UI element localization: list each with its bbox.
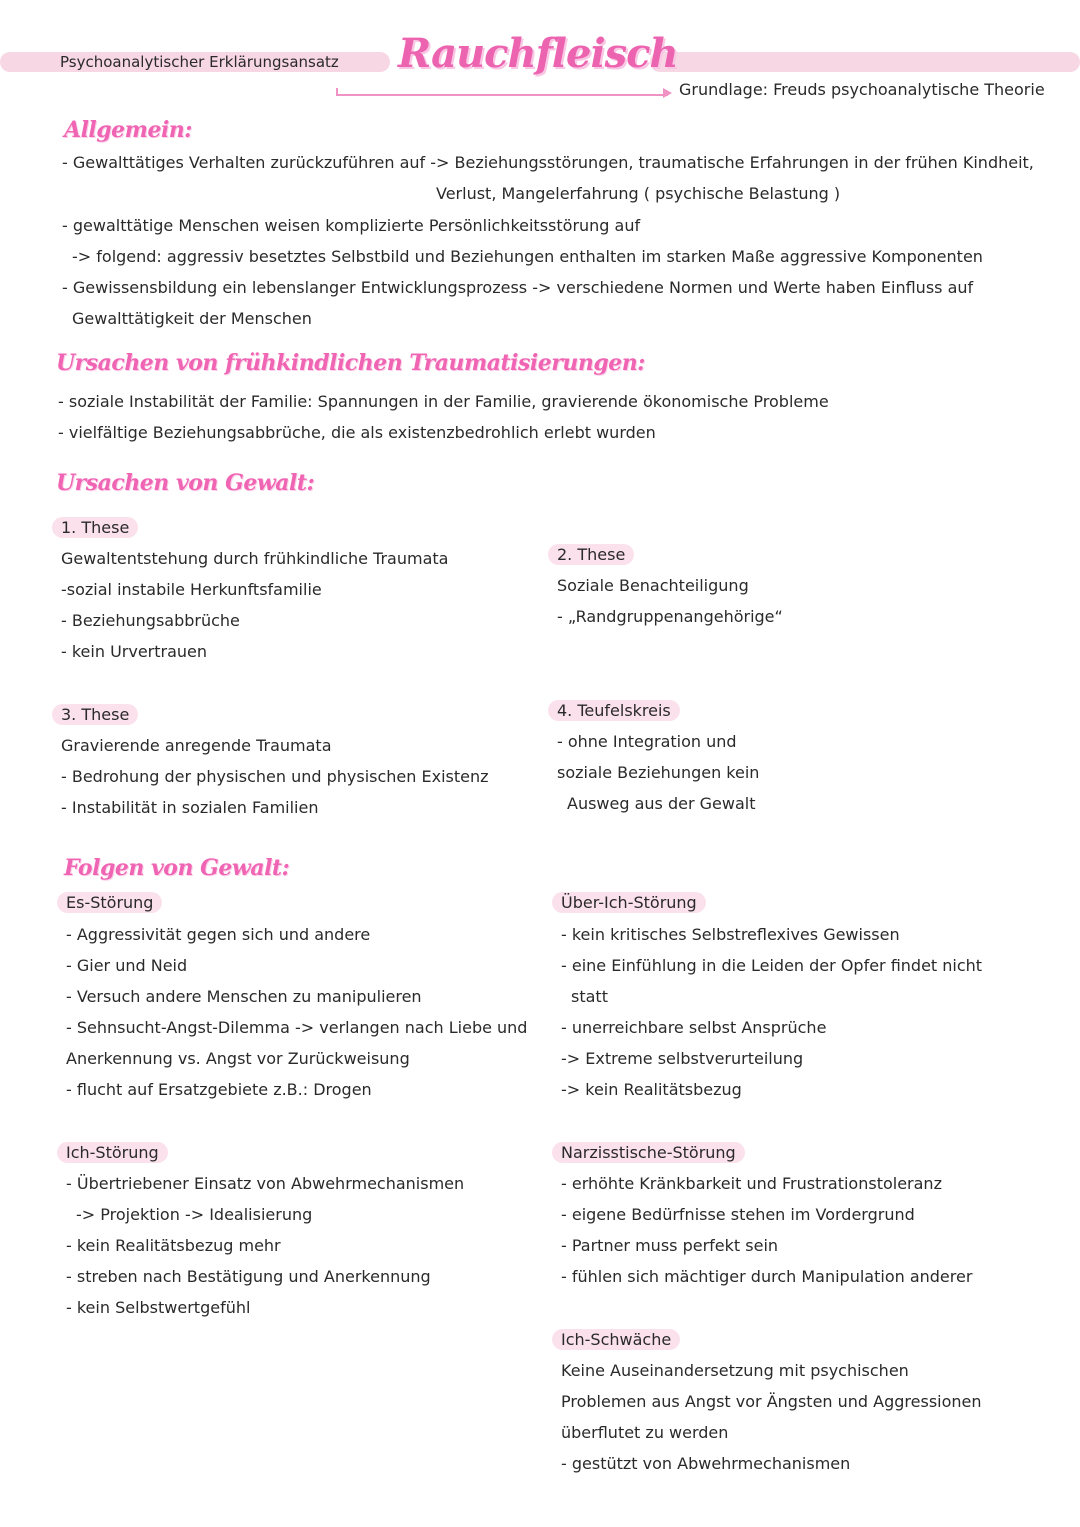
arrow-head-icon [663,88,672,98]
basis-arrow [336,88,668,96]
ueber-ich-stoerung-line: - kein kritisches Selbstreflexives Gewissen [561,925,900,944]
allgemein-line: -> folgend: aggressiv besetztes Selbstbild und Beziehungen enthalten im starken Maße aggressive Komponenten [72,247,983,266]
section-heading-ursachen-trauma: Ursachen von frühkindlichen Traumatisierungen: [56,350,645,376]
narzisstische-stoerung-line: - erhöhte Kränkbarkeit und Frustrationstoleranz [561,1174,942,1193]
ursachen-trauma-line: - soziale Instabilität der Familie: Spannungen in der Familie, gravierende ökonomische Probleme [58,392,829,411]
these-2-line: - „Randgruppenangehörige“ [557,607,783,626]
header-band-right [650,52,1080,72]
these-1-line: -sozial instabile Herkunftsfamilie [61,580,322,599]
these-3-line: - Bedrohung der physischen und physischen Existenz [61,767,489,786]
section-heading-allgemein: Allgemein: [64,117,192,143]
ueber-ich-stoerung-line: statt [571,987,608,1006]
these-3-label: 3. These [52,704,138,725]
ich-stoerung-line: - Übertriebener Einsatz von Abwehrmechanismen [66,1174,465,1193]
ich-stoerung-line: -> Projektion -> Idealisierung [76,1205,313,1224]
these-1-line: Gewaltentstehung durch frühkindliche Traumata [61,549,449,568]
ueber-ich-stoerung-label: Über-Ich-Störung [552,892,706,913]
ich-schwaeche-line: Problemen aus Angst vor Ängsten und Aggressionen [561,1392,982,1411]
es-stoerung-label: Es-Störung [57,892,162,913]
es-stoerung-line: - flucht auf Ersatzgebiete z.B.: Drogen [66,1080,372,1099]
narzisstische-stoerung-line: - eigene Bedürfnisse stehen im Vordergrund [561,1205,915,1224]
ueber-ich-stoerung-line: - eine Einfühlung in die Leiden der Opfer findet nicht [561,956,983,975]
ueber-ich-stoerung-line: - unerreichbare selbst Ansprüche [561,1018,827,1037]
ich-stoerung-line: - kein Realitätsbezug mehr [66,1236,281,1255]
header-basis: Grundlage: Freuds psychoanalytische Theorie [679,80,1045,99]
these-4-line: soziale Beziehungen kein [557,763,760,782]
es-stoerung-line: - Gier und Neid [66,956,188,975]
es-stoerung-line: - Sehnsucht-Angst-Dilemma -> verlangen nach Liebe und [66,1018,528,1037]
section-heading-ursachen-gewalt: Ursachen von Gewalt: [56,470,315,496]
es-stoerung-line: Anerkennung vs. Angst vor Zurückweisung [66,1049,410,1068]
allgemein-line: - gewalttätige Menschen weisen komplizierte Persönlichkeitsstörung auf [62,216,641,235]
narzisstische-stoerung-line: - fühlen sich mächtiger durch Manipulation anderer [561,1267,973,1286]
these-1-line: - Beziehungsabbrüche [61,611,240,630]
these-4-line: Ausweg aus der Gewalt [567,794,756,813]
narzisstische-stoerung-label: Narzisstische-Störung [552,1142,745,1163]
ursachen-trauma-line: - vielfältige Beziehungsabbrüche, die als existenzbedrohlich erlebt wurden [58,423,656,442]
ich-stoerung-label: Ich-Störung [57,1142,168,1163]
allgemein-line: Verlust, Mangelerfahrung ( psychische Belastung ) [436,184,841,203]
es-stoerung-line: - Aggressivität gegen sich und andere [66,925,371,944]
these-3-line: Gravierende anregende Traumata [61,736,332,755]
these-4-line: - ohne Integration und [557,732,737,751]
ueber-ich-stoerung-line: -> kein Realitätsbezug [561,1080,742,1099]
ich-schwaeche-line: Keine Auseinandersetzung mit psychischen [561,1361,909,1380]
these-3-line: - Instabilität in sozialen Familien [61,798,319,817]
ich-schwaeche-label: Ich-Schwäche [552,1329,680,1350]
these-1-line: - kein Urvertrauen [61,642,208,661]
these-2-label: 2. These [548,544,634,565]
page-title: Rauchfleisch [398,30,678,77]
es-stoerung-line: - Versuch andere Menschen zu manipulieren [66,987,422,1006]
allgemein-line: - Gewissensbildung ein lebenslanger Entwicklungsprozess -> verschiedene Normen und Werte haben Einfluss auf [62,278,974,297]
these-4-label: 4. Teufelskreis [548,700,680,721]
these-1-label: 1. These [52,517,138,538]
section-heading-folgen: Folgen von Gewalt: [64,855,290,881]
ich-schwaeche-line: - gestützt von Abwehrmechanismen [561,1454,851,1473]
header-left-label: Psychoanalytischer Erklärungsansatz [60,53,339,71]
ueber-ich-stoerung-line: -> Extreme selbstverurteilung [561,1049,804,1068]
these-2-line: Soziale Benachteiligung [557,576,749,595]
ich-stoerung-line: - kein Selbstwertgefühl [66,1298,251,1317]
allgemein-line: Gewalttätigkeit der Menschen [72,309,312,328]
narzisstische-stoerung-line: - Partner muss perfekt sein [561,1236,779,1255]
allgemein-line: - Gewalttätiges Verhalten zurückzuführen auf -> Beziehungsstörungen, traumatische Erfahrungen in der frühen Kindheit, [62,153,1034,172]
ich-stoerung-line: - streben nach Bestätigung und Anerkennung [66,1267,431,1286]
ich-schwaeche-line: überflutet zu werden [561,1423,729,1442]
